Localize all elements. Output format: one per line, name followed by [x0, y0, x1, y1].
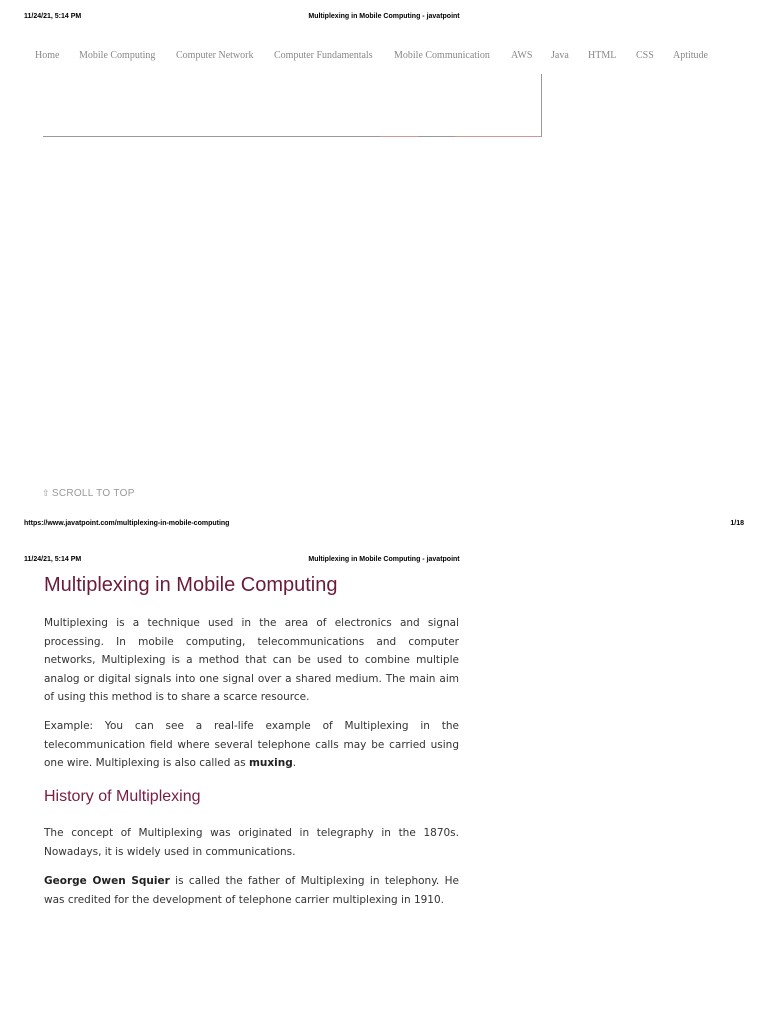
nav-aptitude[interactable]: Aptitude: [673, 50, 708, 61]
nav-home[interactable]: Home: [35, 50, 60, 61]
top-nav: [35, 50, 748, 66]
scroll-to-top-label: SCROLL TO TOP: [51, 488, 135, 499]
intro-paragraph: Multiplexing is a technique used in the area of electronics and signal processing. In mobile computing, telecommunications and computer networks, Multiplexing is a method that can be used to combine multiple analog or digital signals into one signal over a shared medium. The main aim of using this method is to share a scarce resource.: [44, 617, 459, 703]
print-page-number: 1/18: [730, 520, 744, 527]
ad-frame: [43, 74, 542, 137]
nav-aws[interactable]: AWS: [511, 50, 533, 61]
print-page-title: Multiplexing in Mobile Computing - javatpoint: [308, 556, 460, 563]
print-url: https://www.javatpoint.com/multiplexing-in-mobile-computing: [24, 520, 230, 527]
example-paragraph: [44, 717, 459, 773]
nav-java[interactable]: Java: [551, 50, 569, 61]
squier-text: is called the father of Multiplexing in telephony. He was credited for the development of telephone carrier multiplexing in 1910.: [44, 875, 459, 906]
ad-mark: [455, 136, 541, 137]
ad-mark: [380, 136, 418, 137]
scroll-to-top-link[interactable]: [42, 488, 135, 499]
article-title: Multiplexing in Mobile Computing: [44, 574, 338, 596]
example-end: .: [292, 757, 297, 769]
arrow-up-icon: ⇧: [42, 488, 50, 498]
nav-mobile-communication[interactable]: Mobile Communication: [394, 50, 490, 61]
print-datetime: 11/24/21, 5:14 PM: [24, 13, 82, 20]
muxing-term: muxing: [248, 757, 293, 769]
squier-name: George Owen Squier: [44, 875, 170, 887]
history-paragraph: The concept of Multiplexing was originated in telegraphy in the 1870s. Nowadays, it is widely used in communications.: [44, 827, 459, 858]
nav-css[interactable]: CSS: [636, 50, 654, 61]
history-heading: History of Multiplexing: [44, 788, 201, 805]
nav-computer-fundamentals[interactable]: Computer Fundamentals: [274, 50, 373, 61]
print-page-title: Multiplexing in Mobile Computing - javatpoint: [308, 13, 460, 20]
print-datetime: 11/24/21, 5:14 PM: [24, 556, 82, 563]
squier-paragraph: [44, 872, 459, 909]
example-text: Example: You can see a real-life example of Multiplexing in the telecommunication field where several telephone calls may be carried using one wire. Multiplexing is also called as: [44, 720, 459, 769]
nav-html[interactable]: HTML: [588, 50, 617, 61]
nav-mobile-computing[interactable]: Mobile Computing: [79, 50, 156, 61]
nav-computer-network[interactable]: Computer Network: [176, 50, 254, 61]
